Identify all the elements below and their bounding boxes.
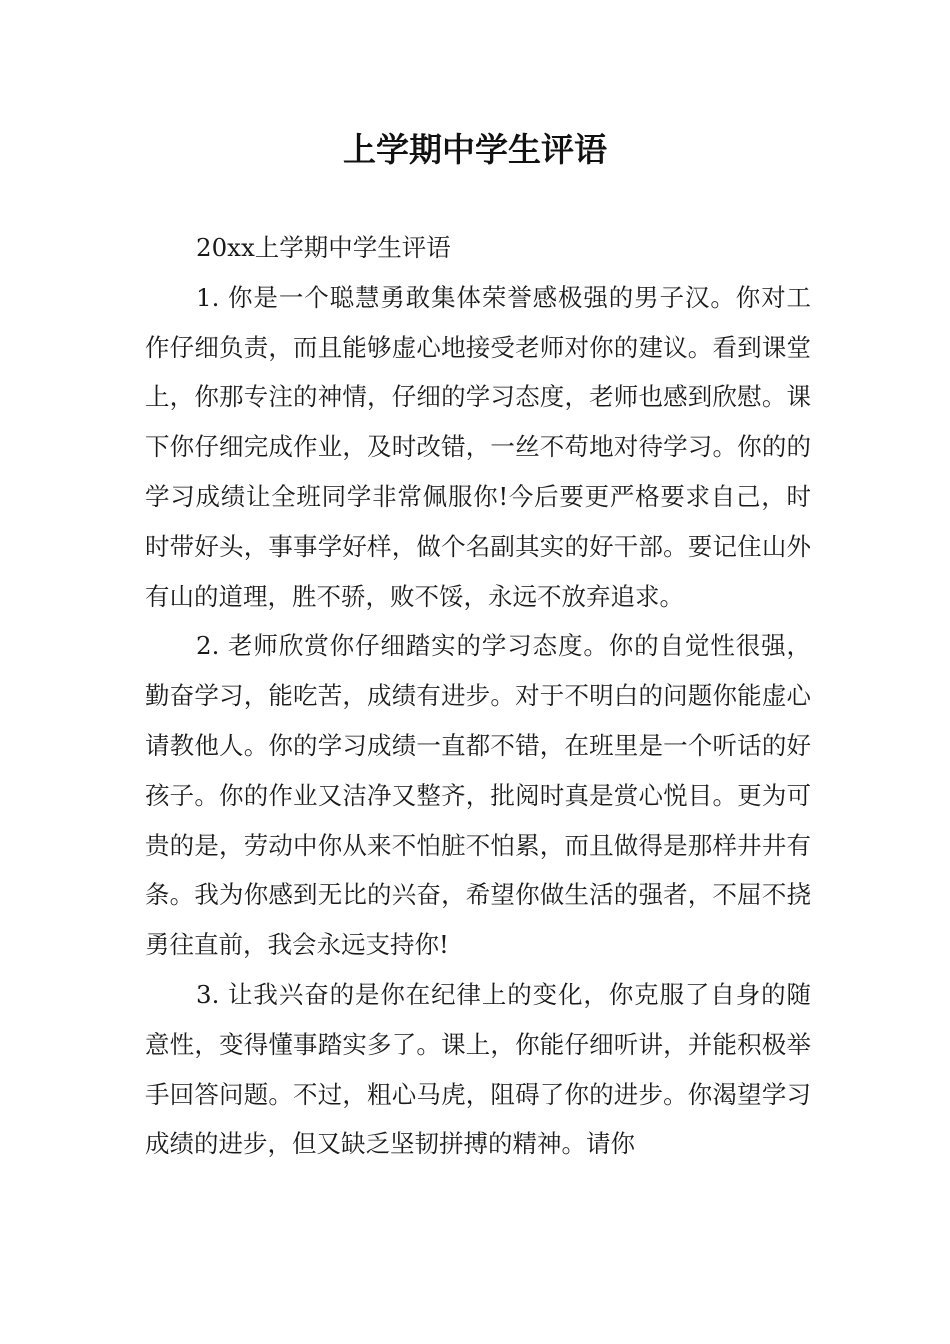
page-title: 上学期中学生评语: [343, 130, 607, 169]
comment-paragraph-3: 3. 让我兴奋的是你在纪律上的变化，你克服了自身的随意性，变得懂事踏实多了。课上，你能仔细听讲，并能积极举手回答问题。不过，粗心马虎，阻碍了你的进步。你渴望学习成绩的进步，但又缺乏坚韧拼搏的精神。请你: [145, 979, 811, 1159]
comment-paragraph-1: 1. 你是一个聪慧勇敢集体荣誉感极强的男子汉。你对工作仔细负责，而且能够虚心地接受老师对你的建议。看到课堂上，你那专注的神情，仔细的学习态度，老师也感到欣慰。课下你仔细完成作业，及时改错，一丝不苟地对待学习。你的的学习成绩让全班同学非常佩服你!今后要更严格要求自己，时时带好头，事事学好样，做个名副其实的好干部。要记住山外有山的道理，胜不骄，败不馁，永远不放弃追求。: [145, 282, 811, 611]
subtitle-paragraph: 20xx上学期中学生评语: [196, 233, 451, 262]
document-body: [145, 223, 811, 1169]
comment-paragraph-2: 2. 老师欣赏你仔细踏实的学习态度。你的自觉性很强，勤奋学习，能吃苦，成绩有进步。对于不明白的问题你能虚心请教他人。你的学习成绩一直都不错，在班里是一个听话的好孩子。你的作业又洁净又整齐，批阅时真是赏心悦目。更为可贵的是，劳动中你从来不怕脏不怕累，而且做得是那样井井有条。我为你感到无比的兴奋，希望你做生活的强者，不屈不挠勇往直前，我会永远支持你!: [145, 631, 811, 960]
